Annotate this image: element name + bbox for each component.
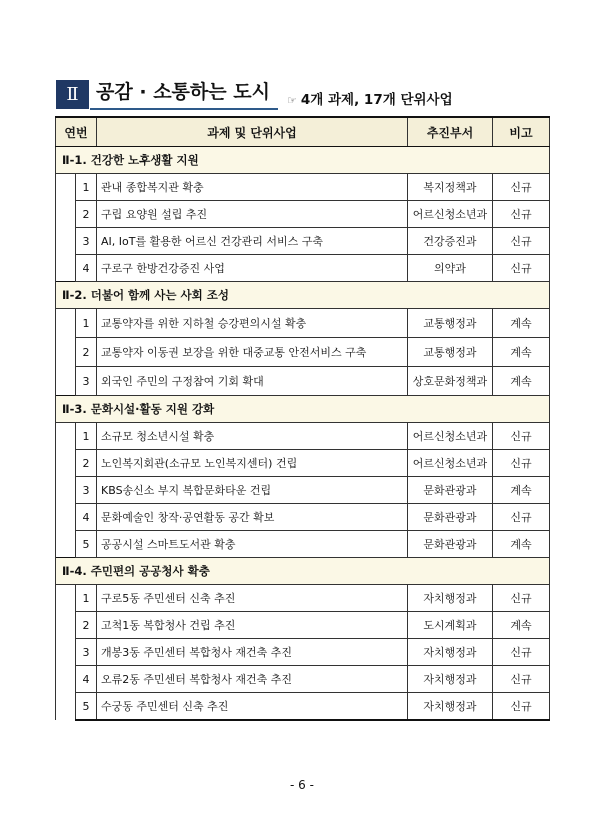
project-table xyxy=(55,116,550,721)
item-note: 계속 xyxy=(493,477,550,504)
item-name: 노인복지회관(소규모 노인복지센터) 건립 xyxy=(97,450,408,477)
table-row xyxy=(56,338,550,367)
item-name: 수궁동 주민센터 신축 추진 xyxy=(97,693,408,721)
table-row xyxy=(56,693,550,721)
indent-cell xyxy=(56,255,76,282)
column-header-project: 과제 및 단위사업 xyxy=(97,117,408,147)
item-number: 3 xyxy=(76,639,97,666)
item-name: 개봉3동 주민센터 복합청사 재건축 추진 xyxy=(97,639,408,666)
table-row xyxy=(56,255,550,282)
item-dept: 문화관광과 xyxy=(408,531,493,558)
item-note: 신규 xyxy=(493,450,550,477)
item-number: 5 xyxy=(76,531,97,558)
indent-cell xyxy=(56,201,76,228)
section-title: Ⅱ-3. 문화시설·활동 지원 강화 xyxy=(56,396,550,423)
item-dept: 교통행정과 xyxy=(408,338,493,367)
indent-cell xyxy=(56,504,76,531)
item-dept: 교통행정과 xyxy=(408,309,493,338)
item-note: 신규 xyxy=(493,504,550,531)
table-row xyxy=(56,201,550,228)
item-dept: 복지정책과 xyxy=(408,174,493,201)
item-dept: 자치행정과 xyxy=(408,639,493,666)
column-header-note: 비고 xyxy=(493,117,550,147)
item-note: 계속 xyxy=(493,338,550,367)
item-number: 1 xyxy=(76,423,97,450)
item-dept: 상호문화정책과 xyxy=(408,367,493,396)
item-note: 신규 xyxy=(493,693,550,721)
section-title: Ⅱ-4. 주민편의 공공청사 확충 xyxy=(56,558,550,585)
item-name: 문화예술인 창작·공연활동 공간 확보 xyxy=(97,504,408,531)
item-note: 신규 xyxy=(493,423,550,450)
indent-cell xyxy=(56,585,76,612)
page-number: - 6 - xyxy=(290,778,314,792)
indent-cell xyxy=(56,450,76,477)
column-header-no: 연번 xyxy=(56,117,97,147)
item-dept: 문화관광과 xyxy=(408,504,493,531)
item-number: 1 xyxy=(76,585,97,612)
item-name: 구로구 한방건강증진 사업 xyxy=(97,255,408,282)
item-name: 교통약자 이동권 보장을 위한 대중교통 안전서비스 구축 xyxy=(97,338,408,367)
summary xyxy=(287,88,453,108)
item-note: 신규 xyxy=(493,585,550,612)
table-row xyxy=(56,639,550,666)
table-row xyxy=(56,174,550,201)
item-number: 2 xyxy=(76,201,97,228)
item-number: 4 xyxy=(76,666,97,693)
item-number: 2 xyxy=(76,612,97,639)
item-dept: 자치행정과 xyxy=(408,693,493,721)
item-note: 신규 xyxy=(493,666,550,693)
item-number: 5 xyxy=(76,693,97,721)
item-dept: 건강증진과 xyxy=(408,228,493,255)
indent-cell xyxy=(56,228,76,255)
indent-cell xyxy=(56,338,76,367)
item-number: 3 xyxy=(76,228,97,255)
indent-cell xyxy=(56,639,76,666)
indent-cell xyxy=(56,423,76,450)
page-title: 공감 · 소통하는 도시 xyxy=(96,81,270,103)
indent-cell xyxy=(56,367,76,396)
table-row xyxy=(56,531,550,558)
section-title: Ⅱ-1. 건강한 노후생활 지원 xyxy=(56,147,550,174)
indent-cell xyxy=(56,531,76,558)
item-name: 외국인 주민의 구정참여 기회 확대 xyxy=(97,367,408,396)
item-dept: 어르신청소년과 xyxy=(408,450,493,477)
item-dept: 어르신청소년과 xyxy=(408,201,493,228)
indent-cell xyxy=(56,309,76,338)
item-number: 3 xyxy=(76,477,97,504)
item-number: 2 xyxy=(76,450,97,477)
section-row xyxy=(56,558,550,585)
item-note: 신규 xyxy=(493,639,550,666)
item-number: 1 xyxy=(76,174,97,201)
item-note: 계속 xyxy=(493,531,550,558)
item-dept: 도시계획과 xyxy=(408,612,493,639)
table-row xyxy=(56,228,550,255)
item-note: 계속 xyxy=(493,612,550,639)
item-name: 오류2동 주민센터 복합청사 재건축 추진 xyxy=(97,666,408,693)
indent-cell xyxy=(56,174,76,201)
table-row xyxy=(56,504,550,531)
item-dept: 문화관광과 xyxy=(408,477,493,504)
section-title: Ⅱ-2. 더불어 함께 사는 사회 조성 xyxy=(56,282,550,309)
table-header-row xyxy=(56,117,550,147)
item-name: 관내 종합복지관 확충 xyxy=(97,174,408,201)
item-dept: 자치행정과 xyxy=(408,585,493,612)
indent-cell xyxy=(56,477,76,504)
section-row xyxy=(56,147,550,174)
item-name: AI, IoT를 활용한 어르신 건강관리 서비스 구축 xyxy=(97,228,408,255)
table-row xyxy=(56,666,550,693)
section-row xyxy=(56,396,550,423)
title-underline xyxy=(90,108,278,110)
item-dept: 자치행정과 xyxy=(408,666,493,693)
item-dept: 어르신청소년과 xyxy=(408,423,493,450)
item-name: KBS송신소 부지 복합문화타운 건립 xyxy=(97,477,408,504)
item-name: 고척1동 복합청사 건립 추진 xyxy=(97,612,408,639)
item-number: 4 xyxy=(76,504,97,531)
table-row xyxy=(56,585,550,612)
item-note: 신규 xyxy=(493,174,550,201)
item-note: 계속 xyxy=(493,309,550,338)
item-number: 3 xyxy=(76,367,97,396)
item-name: 공공시설 스마트도서관 확충 xyxy=(97,531,408,558)
item-name: 교통약자를 위한 지하철 승강편의시설 확충 xyxy=(97,309,408,338)
table-row xyxy=(56,367,550,396)
item-name: 소규모 청소년시설 확충 xyxy=(97,423,408,450)
pointing-hand-icon: ☞ xyxy=(287,94,297,107)
summary-text: 4개 과제, 17개 단위사업 xyxy=(300,92,453,108)
section-row xyxy=(56,282,550,309)
table-row xyxy=(56,450,550,477)
item-number: 1 xyxy=(76,309,97,338)
item-number: 2 xyxy=(76,338,97,367)
chapter-badge: Ⅱ xyxy=(56,80,89,109)
item-note: 신규 xyxy=(493,255,550,282)
column-header-dept: 추진부서 xyxy=(408,117,493,147)
item-name: 구립 요양원 설립 추진 xyxy=(97,201,408,228)
table-row xyxy=(56,612,550,639)
indent-cell xyxy=(56,693,76,721)
table-row xyxy=(56,477,550,504)
item-number: 4 xyxy=(76,255,97,282)
item-name: 구로5동 주민센터 신축 추진 xyxy=(97,585,408,612)
item-note: 신규 xyxy=(493,201,550,228)
table-row xyxy=(56,423,550,450)
item-note: 계속 xyxy=(493,367,550,396)
indent-cell xyxy=(56,666,76,693)
indent-cell xyxy=(56,612,76,639)
table-row xyxy=(56,309,550,338)
item-dept: 의약과 xyxy=(408,255,493,282)
item-note: 신규 xyxy=(493,228,550,255)
